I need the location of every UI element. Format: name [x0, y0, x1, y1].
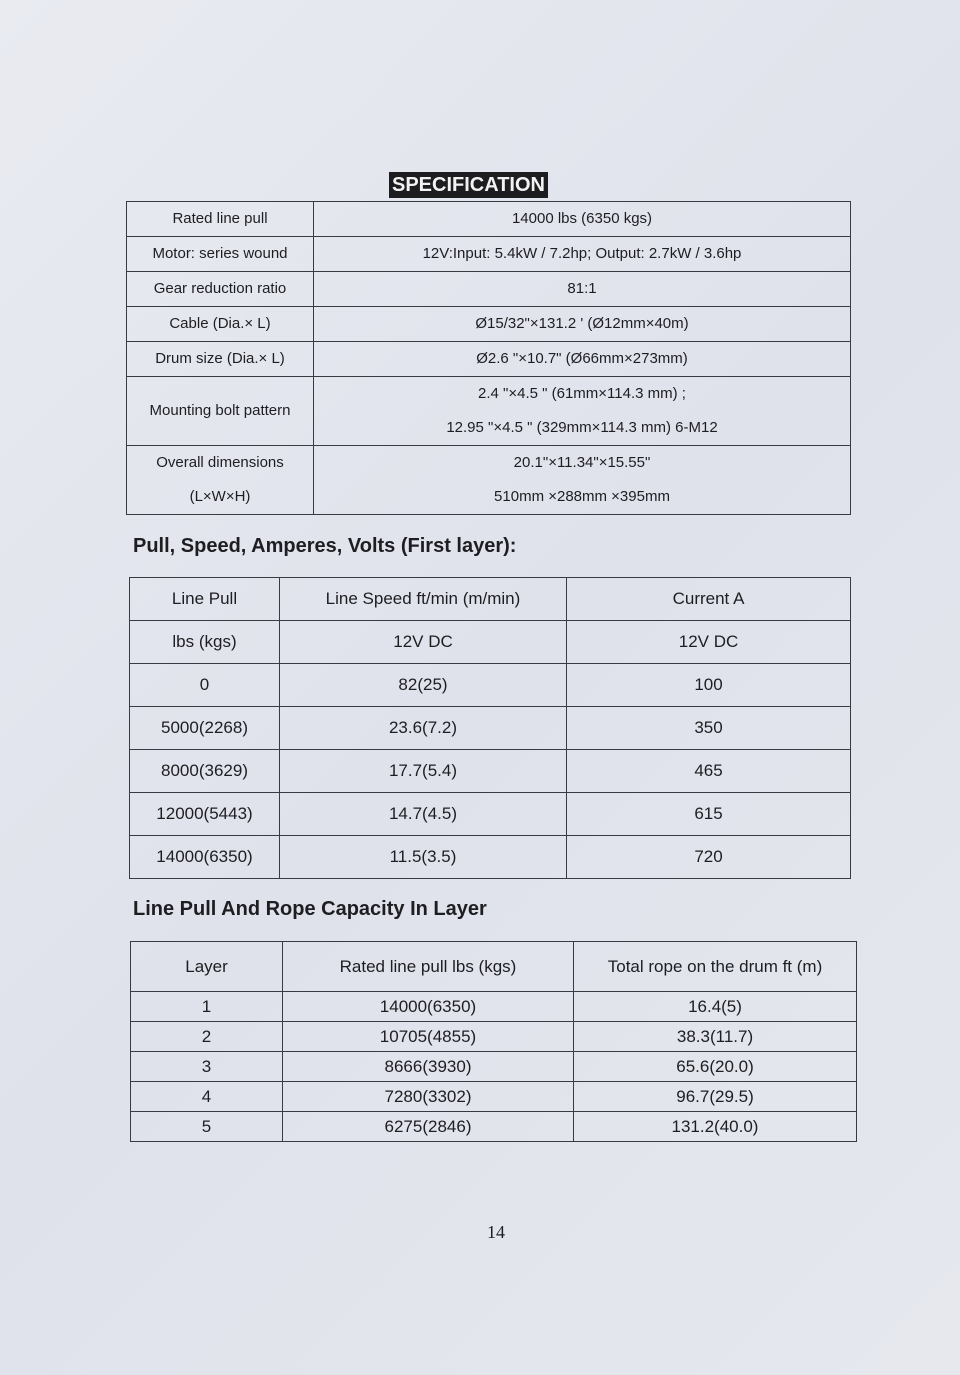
table-cell: 82(25): [280, 664, 567, 707]
spec-label-cell: [127, 342, 314, 377]
table-cell: 16.4(5): [574, 992, 857, 1022]
spec-label: Cable (Dia.× L): [169, 315, 271, 332]
spec-label-cell: [127, 202, 314, 237]
spec-value: 14000 lbs (6350 kgs): [511, 210, 653, 227]
table-row: [130, 793, 851, 836]
table-row: [131, 942, 857, 992]
spec-label: Drum size (Dia.× L): [155, 350, 285, 367]
spec-label: Gear reduction ratio: [153, 280, 287, 297]
table-cell: 12V DC: [567, 621, 851, 664]
spec-label: Motor: series wound: [152, 245, 288, 262]
spec-value: 2.4 "×4.5 " (61mm×114.3 mm) ;: [478, 385, 686, 402]
table-cell: 7280(3302): [283, 1082, 574, 1112]
table-cell: 3: [131, 1052, 283, 1082]
spec-label: Mounting bolt pattern: [149, 402, 291, 419]
spec-label: (L×W×H): [189, 488, 251, 505]
table-row: [130, 664, 851, 707]
spec-row: [127, 237, 851, 272]
spec-label-cell: [127, 272, 314, 307]
spec-row: [127, 202, 851, 237]
table-cell: 14000(6350): [130, 836, 280, 879]
table-row: [131, 1112, 857, 1142]
spec-label-cell: [127, 446, 314, 515]
table-row: [130, 578, 851, 621]
table-cell: 23.6(7.2): [280, 707, 567, 750]
spec-value-cell: [314, 272, 851, 307]
table-cell: 12V DC: [280, 621, 567, 664]
spec-label: Overall dimensions: [156, 454, 284, 471]
spec-value: 81:1: [567, 280, 597, 297]
table-row: [130, 750, 851, 793]
table-row: [130, 707, 851, 750]
spec-label: Rated line pull: [172, 210, 268, 227]
column-header: Total rope on the drum ft (m): [574, 942, 857, 992]
column-header: Layer: [131, 942, 283, 992]
table-cell: 350: [567, 707, 851, 750]
table-cell: 14000(6350): [283, 992, 574, 1022]
spec-value-cell: [314, 307, 851, 342]
table-cell: 4: [131, 1082, 283, 1112]
spec-value: Ø15/32"×131.2 ' (Ø12mm×40m): [475, 315, 689, 332]
spec-value: Ø2.6 "×10.7" (Ø66mm×273mm): [476, 350, 688, 367]
column-header: Current A: [567, 578, 851, 621]
rope-capacity-table: [130, 941, 857, 1142]
table-cell: 11.5(3.5): [280, 836, 567, 879]
spec-value-cell: [314, 237, 851, 272]
table-cell: 2: [131, 1022, 283, 1052]
table-cell: 100: [567, 664, 851, 707]
table-row: [131, 992, 857, 1022]
table-cell: 5000(2268): [130, 707, 280, 750]
table-cell: 12000(5443): [130, 793, 280, 836]
specification-table: [126, 201, 851, 515]
spec-value: 12.95 "×4.5 " (329mm×114.3 mm) 6-M12: [446, 419, 718, 436]
spec-row: [127, 377, 851, 446]
spec-value: 510mm ×288mm ×395mm: [494, 488, 670, 505]
table-row: [131, 1082, 857, 1112]
pull-speed-heading: Pull, Speed, Amperes, Volts (First layer):: [133, 535, 517, 557]
table-cell: 8666(3930): [283, 1052, 574, 1082]
table-row: [131, 1052, 857, 1082]
table-cell: 10705(4855): [283, 1022, 574, 1052]
table-cell: lbs (kgs): [130, 621, 280, 664]
table-cell: 465: [567, 750, 851, 793]
table-cell: 0: [130, 664, 280, 707]
spec-value-cell: [314, 342, 851, 377]
table-cell: 1: [131, 992, 283, 1022]
spec-label-cell: [127, 237, 314, 272]
table-row: [130, 621, 851, 664]
table-row: [130, 836, 851, 879]
spec-label-cell: [127, 377, 314, 446]
table-cell: 17.7(5.4): [280, 750, 567, 793]
table-row: [131, 1022, 857, 1052]
spec-value-cell: [314, 446, 851, 515]
column-header: Rated line pull lbs (kgs): [283, 942, 574, 992]
column-header: Line Speed ft/min (m/min): [280, 578, 567, 621]
spec-value-cell: [314, 202, 851, 237]
spec-row: [127, 342, 851, 377]
table-cell: 6275(2846): [283, 1112, 574, 1142]
spec-value: 20.1"×11.34"×15.55": [513, 454, 651, 471]
spec-row: [127, 272, 851, 307]
table-cell: 38.3(11.7): [574, 1022, 857, 1052]
table-cell: 720: [567, 836, 851, 879]
spec-value: 12V:Input: 5.4kW / 7.2hp; Output: 2.7kW / 3.6hp: [422, 245, 742, 262]
table-cell: 131.2(40.0): [574, 1112, 857, 1142]
rope-capacity-heading: Line Pull And Rope Capacity In Layer: [133, 898, 487, 920]
table-cell: 14.7(4.5): [280, 793, 567, 836]
table-cell: 96.7(29.5): [574, 1082, 857, 1112]
spec-row: [127, 307, 851, 342]
table-cell: 615: [567, 793, 851, 836]
table-cell: 5: [131, 1112, 283, 1142]
column-header: Line Pull: [130, 578, 280, 621]
table-cell: 8000(3629): [130, 750, 280, 793]
spec-row: [127, 446, 851, 515]
spec-label-cell: [127, 307, 314, 342]
page-number: 14: [487, 1222, 505, 1242]
pull-speed-table: [129, 577, 851, 879]
spec-value-cell: [314, 377, 851, 446]
specification-title: SPECIFICATION: [389, 172, 548, 198]
table-cell: 65.6(20.0): [574, 1052, 857, 1082]
